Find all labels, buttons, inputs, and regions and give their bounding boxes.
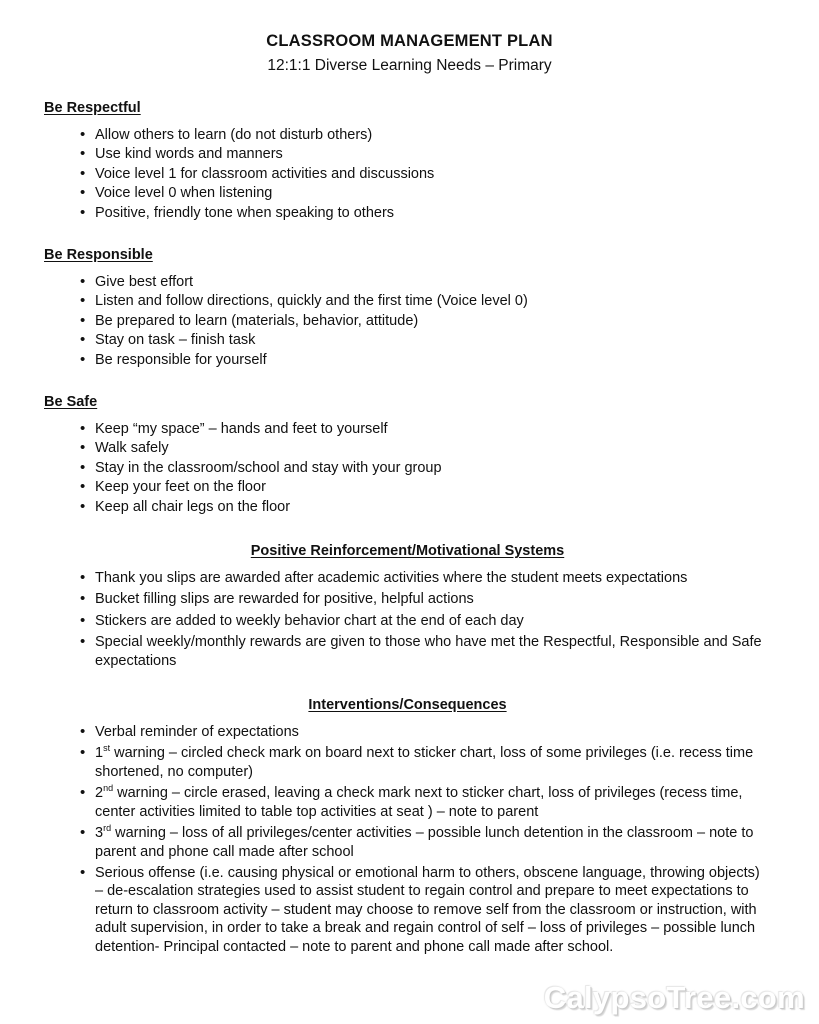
page-subtitle: 12:1:1 Diverse Learning Needs – Primary bbox=[267, 57, 552, 75]
list-item: • Voice level 0 when listening bbox=[44, 184, 771, 202]
list-item bbox=[44, 744, 771, 781]
list-item: • Serious offense (i.e. causing physical or emotional harm to others, obscene language, throwing objects) – de-escalation strategies used to assist student to regain control and prepare to meet expectations to return to classroom activity – student may choose to remove self from the classroom or instruction, with adult supervision, in order to take a break and regain control of self – loss of privileges – possible lunch detention- Principal contacted – note to parent and phone call made after school. bbox=[44, 864, 771, 956]
list-item: • Be responsible for yourself bbox=[44, 351, 771, 369]
section-list-be-safe bbox=[44, 420, 771, 516]
list-item bbox=[44, 824, 771, 861]
section-heading-row bbox=[44, 696, 771, 714]
page-title: CLASSROOM MANAGEMENT PLAN bbox=[266, 32, 553, 50]
list-item: • Bucket filling slips are rewarded for positive, helpful actions bbox=[44, 590, 771, 608]
list-item bbox=[44, 784, 771, 821]
section-heading-interventions-consequences: Interventions/Consequences bbox=[308, 697, 507, 714]
list-item: • Keep all chair legs on the floor bbox=[44, 498, 771, 516]
section-heading-be-respectful: Be Respectful bbox=[44, 99, 141, 116]
list-item: • Stay in the classroom/school and stay with your group bbox=[44, 459, 771, 477]
ordinal-suffix: rd bbox=[103, 823, 112, 834]
document-body bbox=[0, 99, 819, 956]
list-item-text: warning – circled check mark on board next to sticker chart, loss of some privileges (i.e. recess time shortened, no computer) bbox=[95, 745, 754, 780]
list-item: • Stay on task – finish task bbox=[44, 331, 771, 349]
section-heading-row bbox=[44, 542, 771, 560]
ordinal-suffix: nd bbox=[103, 783, 114, 794]
section-heading-row bbox=[44, 246, 771, 264]
section-list-be-responsible bbox=[44, 273, 771, 369]
watermark: CalypsoTree.com bbox=[543, 980, 805, 1015]
section-heading-be-responsible: Be Responsible bbox=[44, 246, 153, 263]
list-item: • Special weekly/monthly rewards are given to those who have met the Respectful, Responsible and Safe expectations bbox=[44, 633, 771, 670]
section-heading-row bbox=[44, 393, 771, 411]
list-item: • Stickers are added to weekly behavior chart at the end of each day bbox=[44, 612, 771, 630]
section-list-positive-reinforcement-motivational-systems bbox=[44, 569, 771, 670]
section-heading-positive-reinforcement-motivational-systems: Positive Reinforcement/Motivational Systems bbox=[250, 543, 565, 560]
list-item: • Give best effort bbox=[44, 273, 771, 291]
list-item: • Be prepared to learn (materials, behavior, attitude) bbox=[44, 312, 771, 330]
list-item: • Voice level 1 for classroom activities and discussions bbox=[44, 165, 771, 183]
document-title-block bbox=[0, 0, 819, 77]
list-item-text: warning – loss of all privileges/center activities – possible lunch detention in the classroom – note to parent and phone call made after school bbox=[95, 825, 754, 860]
section-list-be-respectful bbox=[44, 126, 771, 222]
list-item: • Thank you slips are awarded after academic activities where the student meets expectations bbox=[44, 569, 771, 587]
list-item-text: warning – circle erased, leaving a check mark next to sticker chart, loss of privileges (recess time, center activities limited to table top activities at seat ) – note to parent bbox=[95, 785, 743, 820]
list-item: • Verbal reminder of expectations bbox=[44, 723, 771, 741]
list-item: • Keep your feet on the floor bbox=[44, 478, 771, 496]
ordinal-number: 1 bbox=[95, 745, 104, 762]
section-list-interventions-consequences bbox=[44, 723, 771, 956]
ordinal-number: 2 bbox=[95, 785, 104, 802]
list-item: • Listen and follow directions, quickly and the first time (Voice level 0) bbox=[44, 292, 771, 310]
list-item: • Walk safely bbox=[44, 439, 771, 457]
section-heading-be-safe: Be Safe bbox=[44, 394, 98, 411]
section-heading-row bbox=[44, 99, 771, 117]
ordinal-number: 3 bbox=[95, 825, 104, 842]
list-item: • Allow others to learn (do not disturb others) bbox=[44, 126, 771, 144]
list-item: • Use kind words and manners bbox=[44, 145, 771, 163]
list-item: • Keep “my space” – hands and feet to yourself bbox=[44, 420, 771, 438]
ordinal-suffix: st bbox=[103, 743, 111, 754]
list-item: • Positive, friendly tone when speaking to others bbox=[44, 204, 771, 222]
